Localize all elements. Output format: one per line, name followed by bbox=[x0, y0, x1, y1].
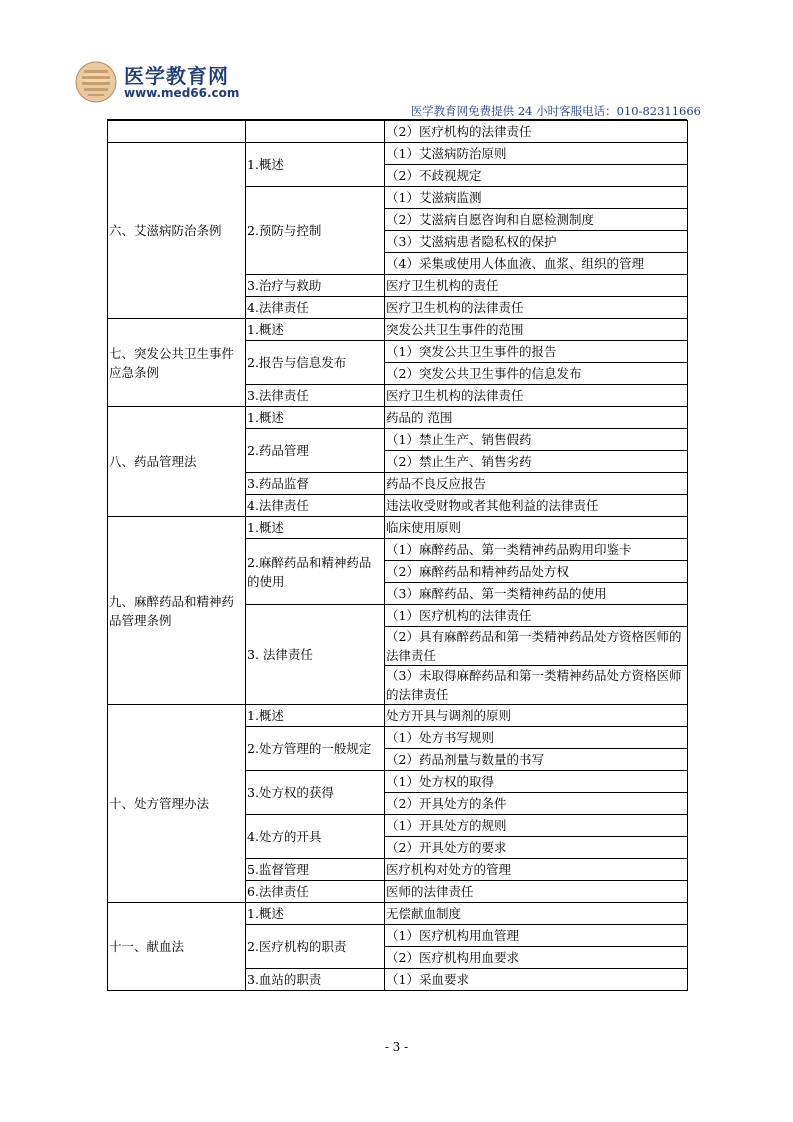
detail-point: （2）艾滋病自愿咨询和自愿检测制度 bbox=[385, 209, 688, 231]
topic-label: 2.药品管理 bbox=[246, 429, 385, 473]
page-number: - 3 - bbox=[384, 1040, 409, 1054]
detail-point: （1）艾滋病监测 bbox=[385, 187, 688, 209]
detail-point: （3）麻醉药品、第一类精神药品的使用 bbox=[385, 583, 688, 605]
topic-label: 3.处方权的获得 bbox=[246, 771, 385, 815]
detail-point: 医疗机构对处方的管理 bbox=[385, 859, 688, 881]
topic-label: 2.医疗机构的职责 bbox=[246, 925, 385, 969]
topic-label: 1.概述 bbox=[246, 143, 385, 187]
detail-point: 突发公共卫生事件的范围 bbox=[385, 319, 688, 341]
detail-point: （2）不歧视规定 bbox=[385, 165, 688, 187]
topic-label: 3. 法律责任 bbox=[246, 605, 385, 705]
topic-label: 1.概述 bbox=[246, 705, 385, 727]
section-title: 七、突发公共卫生事件应急条例 bbox=[108, 319, 246, 407]
detail-point: （2）药品剂量与数量的书写 bbox=[385, 749, 688, 771]
table-row bbox=[108, 517, 688, 539]
topic-label: 4.处方的开具 bbox=[246, 815, 385, 859]
detail-point: 药品不良反应报告 bbox=[385, 473, 688, 495]
detail-point: （2）医疗机构用血要求 bbox=[385, 947, 688, 969]
detail-point: （3）未取得麻醉药品和第一类精神药品处方资格医师的法律责任 bbox=[385, 666, 688, 705]
syllabus-table bbox=[107, 120, 688, 991]
topic-label: 4.法律责任 bbox=[246, 297, 385, 319]
section-title bbox=[108, 121, 246, 143]
detail-point: 医疗卫生机构的法律责任 bbox=[385, 385, 688, 407]
topic-label: 2.处方管理的一般规定 bbox=[246, 727, 385, 771]
detail-point: （2）禁止生产、销售劣药 bbox=[385, 451, 688, 473]
section-title: 八、药品管理法 bbox=[108, 407, 246, 517]
logo-emblem-icon bbox=[74, 60, 118, 104]
detail-point: 医疗卫生机构的法律责任 bbox=[385, 297, 688, 319]
detail-point: （2）医疗机构的法律责任 bbox=[385, 121, 688, 143]
detail-point: （2）突发公共卫生事件的信息发布 bbox=[385, 363, 688, 385]
section-title: 九、麻醉药品和精神药品管理条例 bbox=[108, 517, 246, 705]
table-row bbox=[108, 121, 688, 143]
detail-point: 医疗卫生机构的责任 bbox=[385, 275, 688, 297]
topic-label: 3.血站的职责 bbox=[246, 969, 385, 991]
topic-label: 1.概述 bbox=[246, 903, 385, 925]
detail-point: 临床使用原则 bbox=[385, 517, 688, 539]
detail-point: （2）开具处方的条件 bbox=[385, 793, 688, 815]
detail-point: （1）处方权的取得 bbox=[385, 771, 688, 793]
detail-point: （4）采集或使用人体血液、血浆、组织的管理 bbox=[385, 253, 688, 275]
topic-label bbox=[246, 121, 385, 143]
section-title: 六、艾滋病防治条例 bbox=[108, 143, 246, 319]
table-row bbox=[108, 143, 688, 165]
detail-point: （1）禁止生产、销售假药 bbox=[385, 429, 688, 451]
detail-point: （1）突发公共卫生事件的报告 bbox=[385, 341, 688, 363]
logo bbox=[74, 58, 264, 110]
logo-name: 医学教育网 bbox=[124, 64, 229, 88]
topic-label: 2.预防与控制 bbox=[246, 187, 385, 275]
topic-label: 4.法律责任 bbox=[246, 495, 385, 517]
logo-url[interactable]: www.med66.com bbox=[124, 86, 240, 100]
detail-point: （1）艾滋病防治原则 bbox=[385, 143, 688, 165]
section-title: 十、处方管理办法 bbox=[108, 705, 246, 903]
detail-point: （2）具有麻醉药品和第一类精神药品处方资格医师的法律责任 bbox=[385, 627, 688, 666]
hotline-text: 医学教育网免费提供 24 小时客服电话：010-82311666 bbox=[410, 104, 701, 118]
detail-point: 处方开具与调剂的原则 bbox=[385, 705, 688, 727]
detail-point: （1）麻醉药品、第一类精神药品购用印鉴卡 bbox=[385, 539, 688, 561]
table-row bbox=[108, 705, 688, 727]
topic-label: 2.报告与信息发布 bbox=[246, 341, 385, 385]
detail-point: （1）医疗机构用血管理 bbox=[385, 925, 688, 947]
detail-point: （3）艾滋病患者隐私权的保护 bbox=[385, 231, 688, 253]
topic-label: 3.法律责任 bbox=[246, 385, 385, 407]
detail-point: （1）医疗机构的法律责任 bbox=[385, 605, 688, 627]
detail-point: （1）采血要求 bbox=[385, 969, 688, 991]
section-title: 十一、献血法 bbox=[108, 903, 246, 991]
topic-label: 6.法律责任 bbox=[246, 881, 385, 903]
detail-point: 药品的 范围 bbox=[385, 407, 688, 429]
detail-point: 无偿献血制度 bbox=[385, 903, 688, 925]
detail-point: （1）处方书写规则 bbox=[385, 727, 688, 749]
topic-label: 1.概述 bbox=[246, 319, 385, 341]
topic-label: 1.概述 bbox=[246, 517, 385, 539]
topic-label: 1.概述 bbox=[246, 407, 385, 429]
topic-label: 3.治疗与救助 bbox=[246, 275, 385, 297]
detail-point: （2）开具处方的要求 bbox=[385, 837, 688, 859]
table-row bbox=[108, 319, 688, 341]
detail-point: 医师的法律责任 bbox=[385, 881, 688, 903]
detail-point: （1）开具处方的规则 bbox=[385, 815, 688, 837]
topic-label: 5.监督管理 bbox=[246, 859, 385, 881]
topic-label: 3.药品监督 bbox=[246, 473, 385, 495]
table-row bbox=[108, 903, 688, 925]
table-row bbox=[108, 407, 688, 429]
detail-point: 违法收受财物或者其他利益的法律责任 bbox=[385, 495, 688, 517]
detail-point: （2）麻醉药品和精神药品处方权 bbox=[385, 561, 688, 583]
topic-label: 2.麻醉药品和精神药品的使用 bbox=[246, 539, 385, 605]
